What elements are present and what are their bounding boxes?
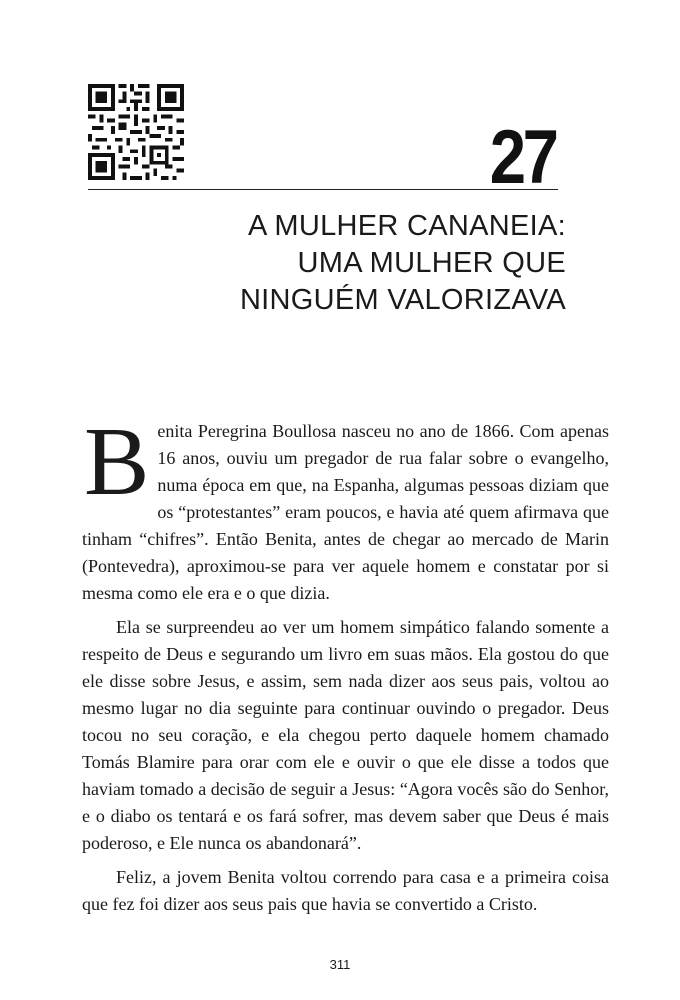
chapter-body [82, 408, 609, 925]
paragraph-1 [82, 408, 609, 607]
chapter-rule [88, 189, 558, 190]
chapter-title-line-1: A MULHER CANANEIA: [247, 210, 566, 242]
chapter-number: 27 [490, 115, 556, 200]
chapter-title-line-2: UMA MULHER QUE [297, 247, 566, 279]
paragraph-2: Ela se surpreendeu ao ver um homem simpático falando somente a respeito de Deus e segurando um livro em suas mãos. Ela gostou do que ele disse sobre Jesus, e assim, sem nada dizer aos seus pais, voltou ao mesmo lugar no dia seguinte para continuar ouvindo o pregador. Deus tocou no seu coração, e ela chegou perto daquele homem chamado Tomás Blamire para orar com ele e ouvir o que ele disse a todos que haviam tomado a decisão de seguir a Jesus: “Agora vocês são do Senhor, e o diabo os tentará e os fará sofrer, mas devem saber que Deus é mais poderoso, e Ele nunca os abandonará”. [82, 617, 609, 853]
chapter-title [240, 208, 566, 319]
page-number: 311 [329, 957, 351, 972]
drop-cap: B [84, 408, 150, 516]
paragraph-1-text: enita Peregrina Boullosa nasceu no ano de 1866. Com apenas 16 anos, ouviu um pregador de rua falar sobre o evangelho, numa época em que, na Espanha, algumas pessoas diziam que os “protestantes” eram poucos, e havia até quem afirmava que tinham “chifres”. Então Benita, antes de chegar ao mercado de Marin (Pontevedra), aproximou-se para ver aquele homem e constatar por si mesma como ele era e o que dizia. [82, 421, 609, 603]
chapter-title-line-3: NINGUÉM VALORIZAVA [239, 284, 566, 316]
qr-code-icon [88, 84, 184, 180]
paragraph-3: Feliz, a jovem Benita voltou correndo para casa e a primeira coisa que fez foi dizer aos seus pais que havia se convertido a Cristo. [82, 867, 609, 914]
